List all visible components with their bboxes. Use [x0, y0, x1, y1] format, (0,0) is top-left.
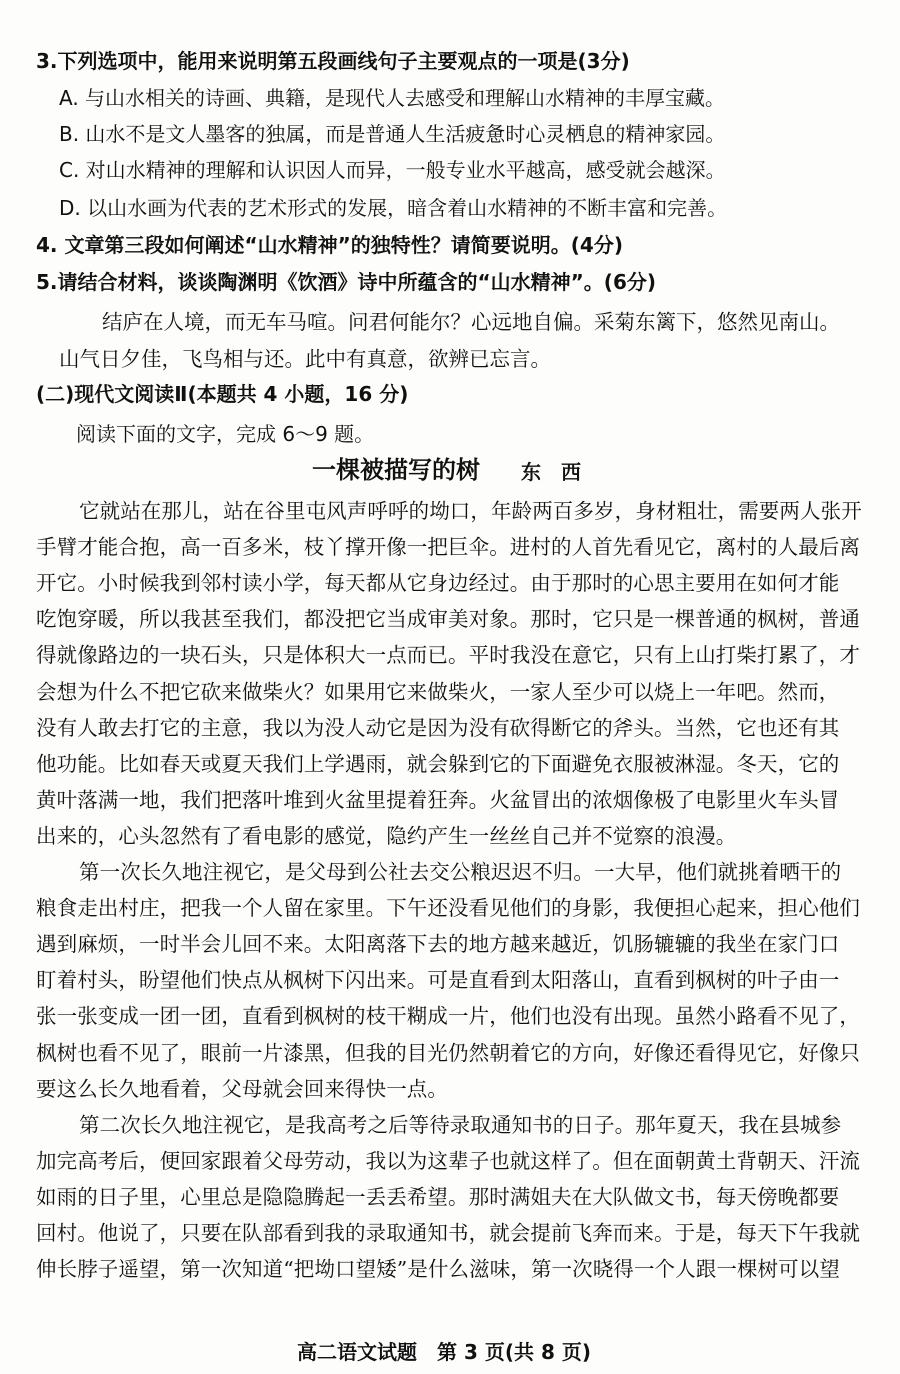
passage-line: 黄叶落满一地，我们把落叶堆到火盆里提着狂奔。火盆冒出的浓烟像极了电影里火车头冒	[36, 788, 840, 812]
passage-line: 加完高考后，便回家跟着父母劳动，我以为这辈子也就这样了。但在面朝黄土背朝天、汗流	[36, 1149, 860, 1173]
passage-line: 开它。小时候我到邻村读小学，每天都从它身边经过。由于那时的心思主要用在如何才能	[36, 571, 840, 595]
passage-line: 它就站在那儿，站在谷里屯风声呼呼的坳口，年龄两百多岁，身材粗壮，需要两人张开	[79, 499, 862, 523]
section-instruction: 阅读下面的文字，完成 6～9 题。	[76, 422, 375, 446]
passage-line: 吃饱穿暖，所以我甚至我们，都没把它当成审美对象。那时，它只是一棵普通的枫树，普通	[36, 607, 860, 631]
passage-line: 手臂才能合抱，高一百多米，枝丫撑开像一把巨伞。进村的人首先看见它，离村的人最后离	[36, 535, 860, 559]
passage-line: 出来的，心头忽然有了看电影的感觉，隐约产生一丝丝自己并不觉察的浪漫。	[36, 824, 737, 848]
passage-line: 第一次长久地注视它，是父母到公社去交公粮迟迟不归。一大早，他们就挑着晒干的	[79, 860, 842, 884]
article-author: 东 西	[521, 460, 581, 484]
passage-line: 要这么长久地看着，父母就会回来得快一点。	[36, 1077, 448, 1101]
option-b: B. 山水不是文人墨客的独属，而是普通人生活疲惫时心灵栖息的精神家园。	[59, 122, 726, 146]
article-title: 一棵被描写的树	[312, 456, 480, 484]
section-heading: (二)现代文阅读Ⅱ(本题共 4 小题，16 分)	[36, 382, 409, 406]
passage-line: 会想为什么不把它砍来做柴火？如果用它来做柴火，一家人至少可以烧上一年吧。然而，	[36, 680, 840, 704]
question-3: 3.下列选项中，能用来说明第五段画线句子主要观点的一项是(3分)	[36, 49, 630, 73]
passage-line: 回村。他说了，只要在队部看到我的录取通知书，就会提前飞奔而来。于是，每天下午我就	[36, 1221, 860, 1245]
passage-line: 伸长脖子遥望，第一次知道“把坳口望矮”是什么滋味，第一次晓得一个人跟一棵树可以望	[36, 1257, 840, 1281]
question-5: 5.请结合材料，谈谈陶渊明《饮酒》诗中所蕴含的“山水精神”。(6分)	[36, 270, 656, 294]
page-footer: 高二语文试题 第 3 页(共 8 页)	[297, 1340, 591, 1364]
poem-line-1: 结庐在人境，而无车马喧。问君何能尔？心远地自偏。采菊东篱下，悠然见南山。	[102, 310, 840, 334]
option-d: D. 以山水画为代表的艺术形式的发展，暗含着山水精神的不断丰富和完善。	[59, 196, 728, 220]
passage-line: 如雨的日子里，心里总是隐隐腾起一丢丢希望。那时满姐夫在大队做文书，每天傍晚都要	[36, 1185, 840, 1209]
option-a: A. 与山水相关的诗画、典籍，是现代人去感受和理解山水精神的丰厚宝藏。	[59, 86, 726, 110]
question-4: 4. 文章第三段如何阐述“山水精神”的独特性？请简要说明。(4分)	[36, 233, 623, 257]
passage-line: 没有人敢去打它的主意，我以为没人动它是因为没有砍得断它的斧头。当然，它也还有其	[36, 716, 840, 740]
passage-line: 张一张变成一团一团，直看到枫树的枝干糊成一片，他们也没有出现。虽然小路看不见了，	[36, 1004, 860, 1028]
passage-line: 枫树也看不见了，眼前一片漆黑，但我的目光仍然朝着它的方向，好像还看得见它，好像只	[36, 1041, 860, 1065]
passage-line: 第二次长久地注视它，是我高考之后等待录取通知书的日子。那年夏天，我在县城参	[79, 1113, 842, 1137]
passage-line: 得就像路边的一块石头，只是体积大一点而已。平时我没在意它，只有上山打柴打累了，才	[36, 643, 860, 667]
poem-line-2: 山气日夕佳，飞鸟相与还。此中有真意，欲辨已忘言。	[59, 347, 551, 371]
passage-line: 遇到麻烦，一时半会儿回不来。太阳离落下去的地方越来越近，饥肠辘辘的我坐在家门口	[36, 932, 840, 956]
passage-line: 他功能。比如春天或夏天我们上学遇雨，就会躲到它的下面避免衣服被淋湿。冬天，它的	[36, 752, 840, 776]
passage-line: 粮食走出村庄，把我一个人留在家里。下午还没看见他们的身影，我便担心起来，担心他们	[36, 896, 860, 920]
option-c: C. 对山水精神的理解和认识因人而异，一般专业水平越高，感受就会越深。	[59, 158, 726, 182]
passage-line: 盯着村头，盼望他们快点从枫树下闪出来。可是直看到太阳落山，直看到枫树的叶子由一	[36, 968, 840, 992]
